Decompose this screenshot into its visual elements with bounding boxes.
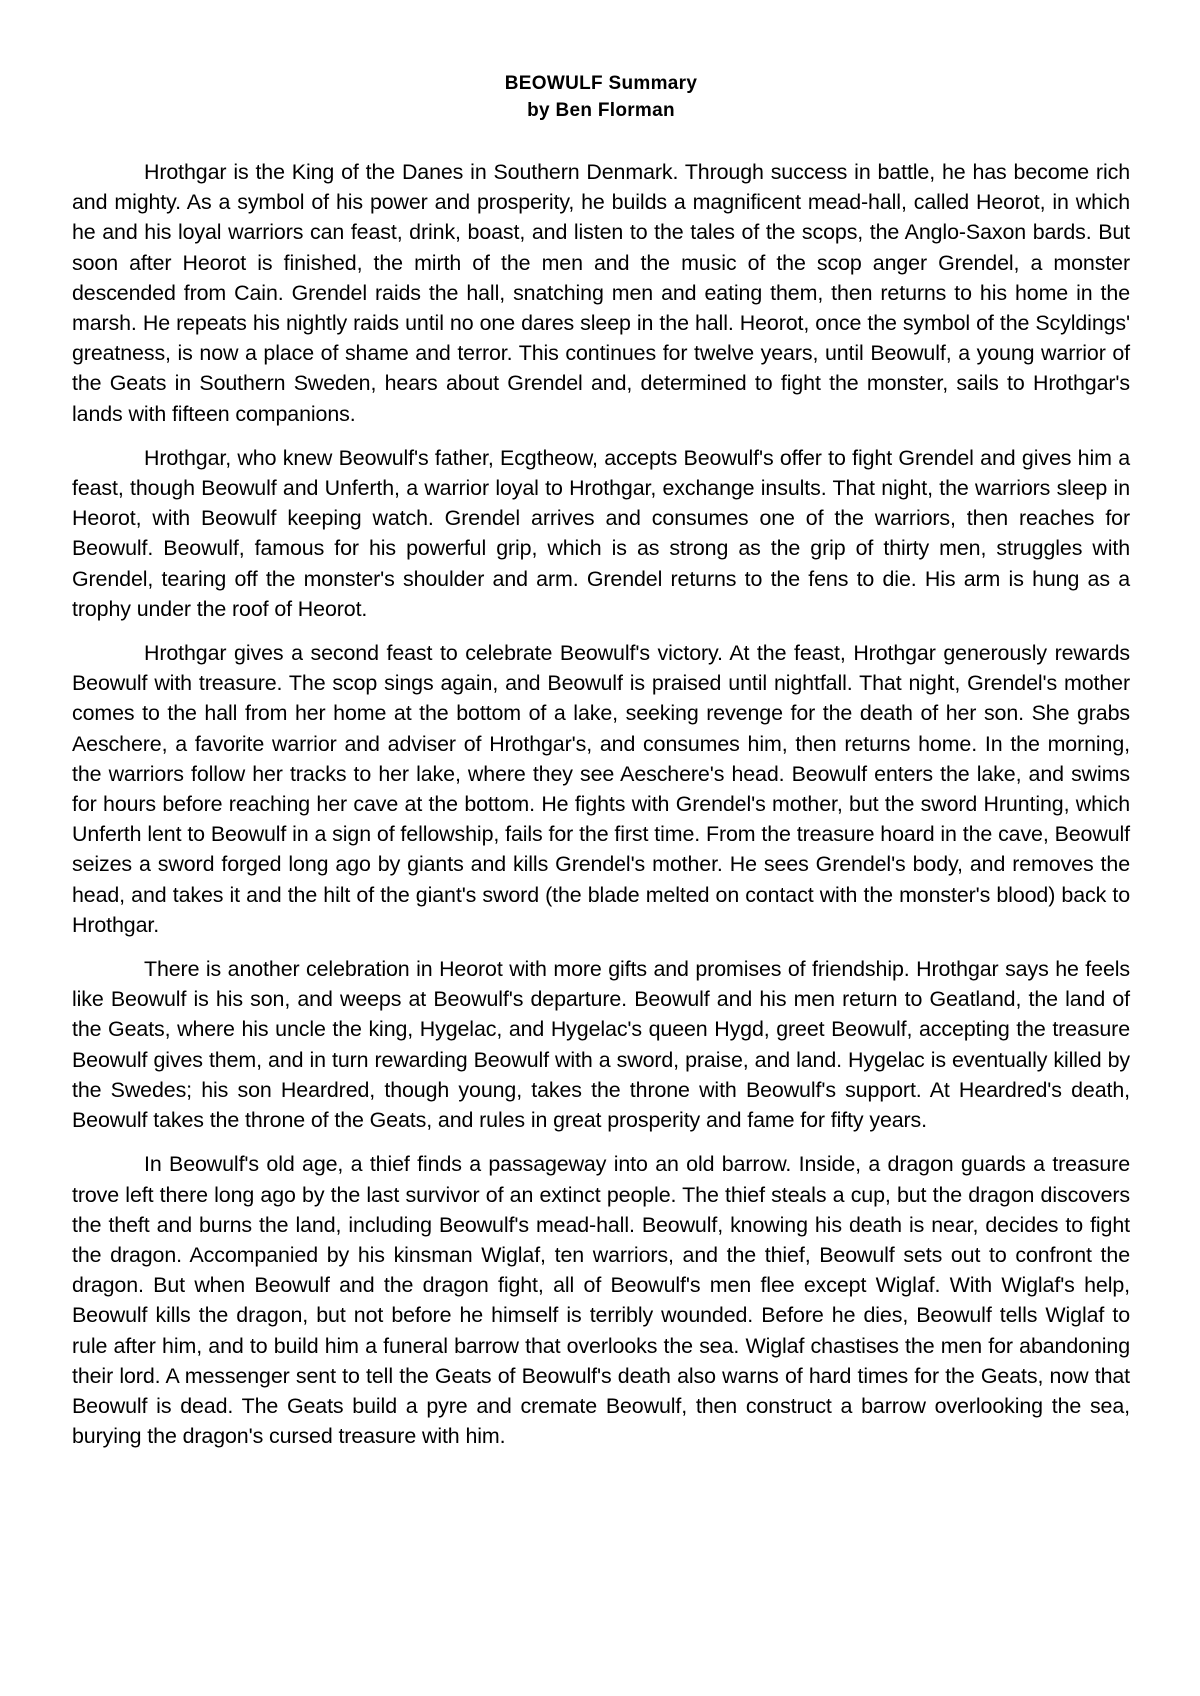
document-title: BEOWULF Summary <box>504 73 698 94</box>
title-block <box>72 70 1130 124</box>
paragraph-2: Hrothgar, who knew Beowulf's father, Ecgtheow, accepts Beowulf's offer to fight Grendel and gives him a feast, though Beowulf and Unferth, a warrior loyal to Hrothgar, exchange insults. That night, the warriors sleep in Heorot, with Beowulf keeping watch. Grendel arrives and consumes one of the warriors, then reaches for Beowulf. Beowulf, famous for his powerful grip, which is as strong as the grip of thirty men, struggles with Grendel, tearing off the monster's shoulder and arm. Grendel returns to the fens to die. His arm is hung as a trophy under the roof of Heorot. <box>72 445 1130 621</box>
paragraph-1: Hrothgar is the King of the Danes in Southern Denmark. Through success in battle, he has become rich and mighty. As a symbol of his power and prosperity, he builds a magnificent mead-hall, called Heorot, in which he and his loyal warriors can feast, drink, boast, and listen to the tales of the scops, the Anglo-Saxon bards. But soon after Heorot is finished, the mirth of the men and the music of the scop anger Grendel, a monster descended from Cain. Grendel raids the hall, snatching men and eating them, then returns to his home in the marsh. He repeats his nightly raids until no one dares sleep in the hall. Heorot, once the symbol of the Scyldings' greatness, is now a place of shame and terror. This continues for twelve years, until Beowulf, a young warrior of the Geats in Southern Sweden, hears about Grendel and, determined to fight the monster, sails to Hrothgar's lands with fifteen companions. <box>72 160 1130 426</box>
document-page <box>72 70 1130 1465</box>
document-author: by Ben Florman <box>527 100 675 121</box>
paragraph-4: There is another celebration in Heorot with more gifts and promises of friendship. Hrothgar says he feels like Beowulf is his son, and weeps at Beowulf's departure. Beowulf and his men return to Geatland, the land of the Geats, where his uncle the king, Hygelac, and Hygelac's queen Hygd, greet Beowulf, accepting the treasure Beowulf gives them, and in turn rewarding Beowulf with a sword, praise, and land. Hygelac is eventually killed by the Swedes; his son Heardred, though young, takes the throne with Beowulf's support. At Heardred's death, Beowulf takes the throne of the Geats, and rules in great prosperity and fame for fifty years. <box>72 957 1130 1133</box>
paragraph-3: Hrothgar gives a second feast to celebrate Beowulf's victory. At the feast, Hrothgar generously rewards Beowulf with treasure. The scop sings again, and Beowulf is praised until nightfall. That night, Grendel's mother comes to the hall from her home at the bottom of a lake, seeking revenge for the death of her son. She grabs Aeschere, a favorite warrior and adviser of Hrothgar's, and consumes him, then returns home. In the morning, the warriors follow her tracks to her lake, where they see Aeschere's head. Beowulf enters the lake, and swims for hours before reaching her cave at the bottom. He fights with Grendel's mother, but the sword Hrunting, which Unferth lent to Beowulf in a sign of fellowship, fails for the first time. From the treasure hoard in the cave, Beowulf seizes a sword forged long ago by giants and kills Grendel's mother. He sees Grendel's body, and removes the head, and takes it and the hilt of the giant's sword (the blade melted on contact with the monster's blood) back to Hrothgar. <box>72 641 1130 937</box>
paragraph-5: In Beowulf's old age, a thief finds a passageway into an old barrow. Inside, a dragon guards a treasure trove left there long ago by the last survivor of an extinct people. The thief steals a cup, but the dragon discovers the theft and burns the land, including Beowulf's mead-hall. Beowulf, knowing his death is near, decides to fight the dragon. Accompanied by his kinsman Wiglaf, ten warriors, and the thief, Beowulf sets out to confront the dragon. But when Beowulf and the dragon fight, all of Beowulf's men flee except Wiglaf. With Wiglaf's help, Beowulf kills the dragon, but not before he himself is terribly wounded. Before he dies, Beowulf tells Wiglaf to rule after him, and to build him a funeral barrow that overlooks the sea. Wiglaf chastises the men for abandoning their lord. A messenger sent to tell the Geats of Beowulf's death also warns of hard times for the Geats, now that Beowulf is dead. The Geats build a pyre and cremate Beowulf, then construct a barrow overlooking the sea, burying the dragon's cursed treasure with him. <box>72 1152 1130 1449</box>
